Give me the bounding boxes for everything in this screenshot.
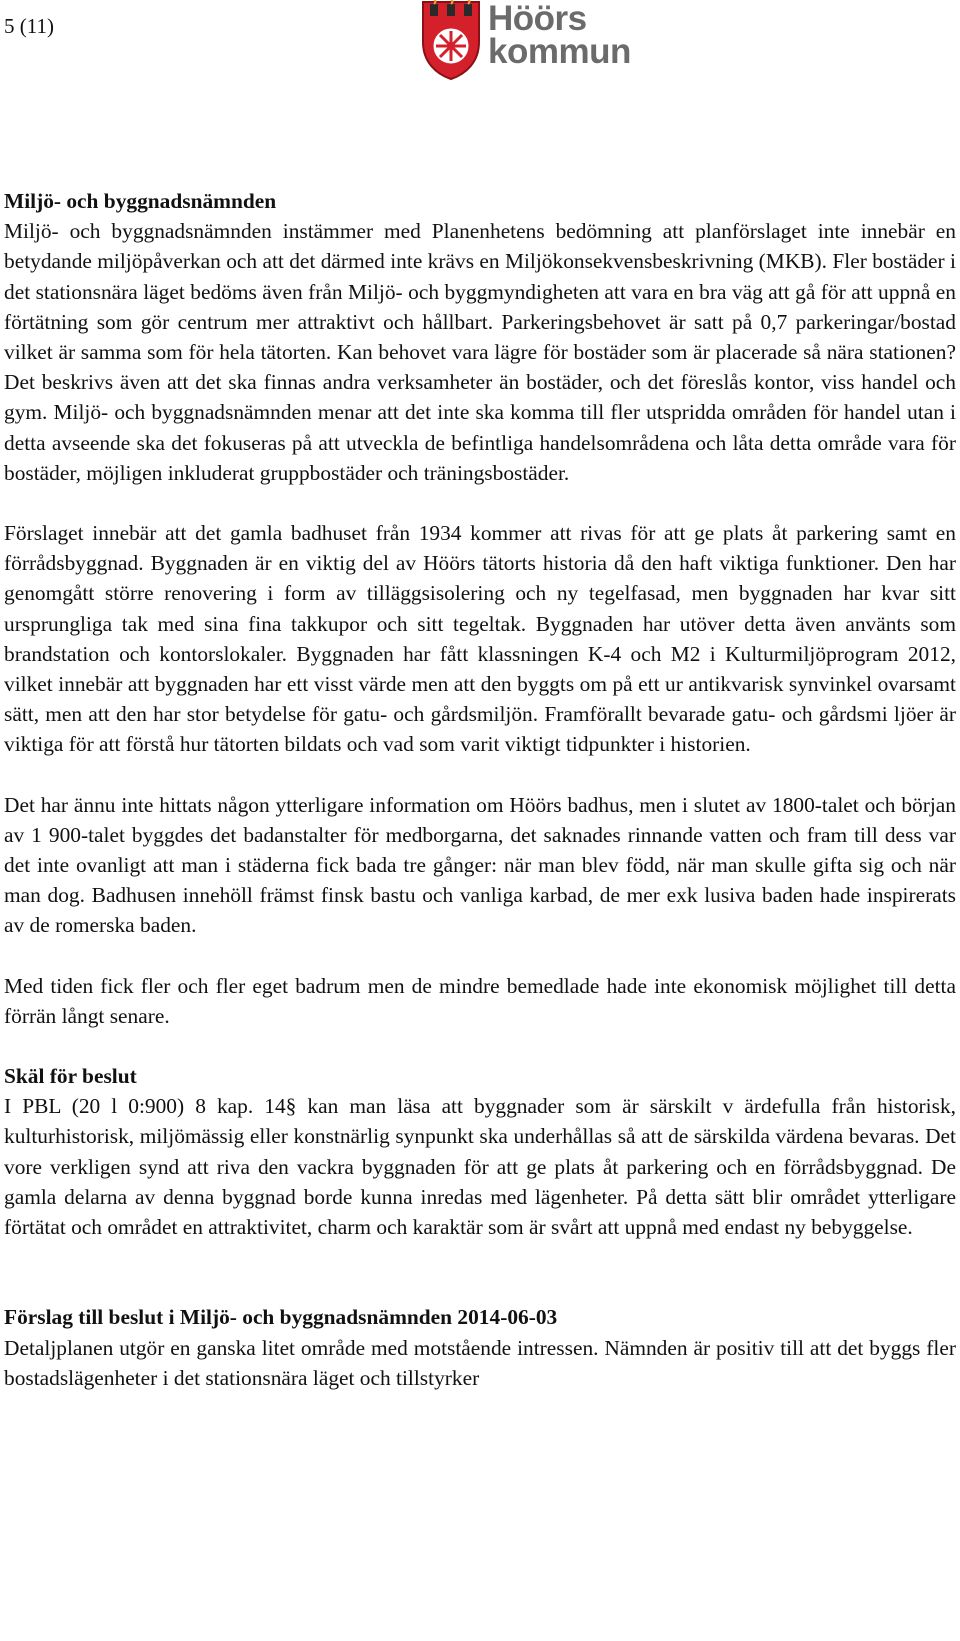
paragraph: Förslaget innebär att det gamla badhuset från 1934 kommer att rivas för att ge plats åt parkering samt en förrådsbyggnad. Byggnaden är en viktig del av Höörs tätorts historia då den haft viktiga funktioner. Den har genomgått större renovering i form av tilläggsisolering och ny tegelfasad, men byggnaden har kvar sitt ursprungliga tak med sina fina takkupor och sitt tegeltak. Byggnaden har utöver detta även använts som brandstation och kontorslokaler. Byggnaden har fått klassningen K-4 och M2 i Kulturmiljöprogram 2012, vilket innebär att byggnaden har ett visst värde men att den byggts om på ett ur antikvarisk synvinkel ovarsamt sätt, men att den har stor betydelse för gatu- och gårdsmiljön. Framförallt bevarade gatu- och gårdsmi ljöer är viktiga för att förstå hur tätorten bildats och vad som varit viktigt tidpunkter i historien. <box>4 521 956 757</box>
paragraph: I PBL (20 l 0:900) 8 kap. 14§ kan man läsa att byggnader som är särskilt v ärdefulla från historisk, kulturhistorisk, miljömässig eller konstnärlig synpunkt ska underhållas så att de särskilda värdena bevaras. Det vore verkligen synd att riva den vackra byggnaden för att ge plats åt parkering och en förrådsbyggnad. De gamla delarna av denna byggnad borde kunna inredas med lägenheter. På detta sätt blir området ytterligare förtätat och området en attraktivitet, charm och karaktär som är svårt att uppnå med endast ny bebyggelse. <box>4 1094 956 1240</box>
municipality-logo <box>420 0 631 80</box>
section-heading-forslag: Förslag till beslut i Miljö- och byggnadsnämnden 2014-06-03 <box>4 1305 558 1330</box>
logo-line-2: kommun <box>488 32 631 71</box>
coat-of-arms-icon <box>420 0 482 80</box>
paragraph: Miljö- och byggnadsnämnden instämmer med Planenhetens bedömning att planförslaget inte innebär en betydande miljöpåverkan och att det därmed inte krävs en Miljökonsekvensbeskrivning (MKB). Fler bostäder i det stationsnära läget bedöms även från Miljö- och byggmyndigheten att vara en bra väg att gå för att uppnå en förtätning som gör centrum mer attraktivt och hållbart. Parkeringsbehovet är satt på 0,7 parkeringar/bostad vilket är samma som för hela tätorten. Kan behovet vara lägre för bostäder som är placerade så nära stationen? Det beskrivs även att det ska finnas andra verksamheter än bostäder, och det föreslås kontor, viss handel och gym. Miljö- och byggnadsnämnden menar att det inte ska komma till fler utspridda områden för handel utan i detta avseende ska det fokuseras på att utveckla de befintliga handelsområdena och låta detta område vara för bostäder, möjligen inkluderat gruppbostäder och träningsbostäder. <box>4 219 956 485</box>
logo-wordmark <box>488 0 631 71</box>
paragraph: Detaljplanen utgör en ganska litet område med motstående intressen. Nämnden är positiv till att det byggs fler bostadslägenheter i det stationsnära läget och tillstyrker <box>4 1335 956 1390</box>
section-heading-skal: Skäl för beslut <box>4 1064 137 1089</box>
logo-line-1: Höörs <box>488 0 587 38</box>
page-number: 5 (11) <box>4 14 54 38</box>
document-body <box>4 186 956 1393</box>
section-heading-miljo: Miljö- och byggnadsnämnden <box>4 189 277 213</box>
paragraph: Det har ännu inte hittats någon ytterligare information om Höörs badhus, men i slutet av 1800-talet och början av 1 900-talet byggdes det badanstalter för medborgarna, det saknades rinnande vatten och fram till dess var det inte ovanligt att man i städerna fick bada tre gånger: när man blev född, när man skulle gifta sig och när man dog. Badhusen innehöll främst finsk bastu och vanliga karbad, de mer exk lusiva baden hade inspirerats av de romerska baden. <box>4 792 956 938</box>
paragraph: Med tiden fick fler och fler eget badrum men de mindre bemedlade hade inte ekonomisk möjlighet till detta förrän långt senare. <box>4 973 956 1028</box>
